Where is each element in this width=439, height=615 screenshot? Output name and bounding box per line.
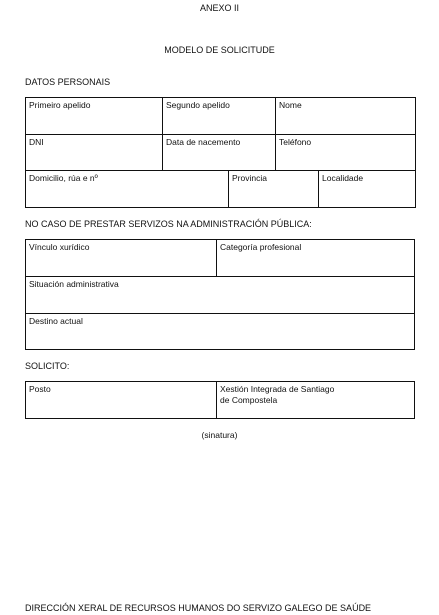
institution-field — [217, 382, 415, 419]
address-label: Domicilio, rúa e nº — [29, 173, 98, 183]
request-table — [25, 381, 415, 419]
personal-data-table — [25, 97, 416, 208]
phone-field[interactable] — [276, 135, 416, 171]
personal-data-heading: DATOS PERSONAIS — [25, 77, 111, 87]
name-label: Nome — [279, 100, 302, 110]
second-surname-field[interactable] — [163, 98, 276, 135]
administrative-status-field[interactable] — [26, 277, 415, 314]
province-field[interactable] — [229, 171, 319, 208]
birth-date-field[interactable] — [163, 135, 276, 171]
locality-field[interactable] — [319, 171, 416, 208]
signature-label: (sinatura) — [201, 430, 238, 440]
birth-date-label: Data de nacemento — [166, 137, 241, 147]
dni-field[interactable] — [26, 135, 163, 171]
legal-relationship-label: Vínculo xurídico — [29, 242, 90, 252]
professional-category-label: Categoría profesional — [220, 242, 302, 252]
institution-line-1: Xestión Integrada de Santiago — [220, 384, 335, 394]
second-surname-label: Segundo apelido — [166, 100, 230, 110]
dni-label: DNI — [29, 137, 44, 147]
request-heading: SOLICITO: — [25, 361, 70, 371]
post-field[interactable] — [26, 382, 217, 419]
address-field[interactable] — [26, 171, 229, 208]
current-post-field[interactable] — [26, 314, 415, 350]
institution-line-2: de Compostela — [220, 395, 278, 405]
province-label: Provincia — [232, 173, 267, 183]
phone-label: Teléfono — [279, 137, 312, 147]
first-surname-label: Primeiro apelido — [29, 100, 91, 110]
post-label: Posto — [29, 384, 51, 394]
administrative-status-label: Situación administrativa — [29, 279, 119, 289]
form-title: MODELO DE SOLICITUDE — [164, 45, 275, 55]
public-service-heading: NO CASO DE PRESTAR SERVIZOS NA ADMINISTRACIÓN PÚBLICA: — [25, 219, 312, 229]
locality-label: Localidade — [322, 173, 364, 183]
professional-category-field[interactable] — [217, 240, 415, 277]
annex-title: ANEXO II — [199, 3, 239, 13]
public-service-table — [25, 239, 415, 350]
legal-relationship-field[interactable] — [26, 240, 217, 277]
footer-text: DIRECCIÓN XERAL DE RECURSOS HUMANOS DO SERVIZO GALEGO DE SAÚDE — [25, 603, 372, 613]
current-post-label: Destino actual — [29, 316, 83, 326]
name-field[interactable] — [276, 98, 416, 135]
first-surname-field[interactable] — [26, 98, 163, 135]
